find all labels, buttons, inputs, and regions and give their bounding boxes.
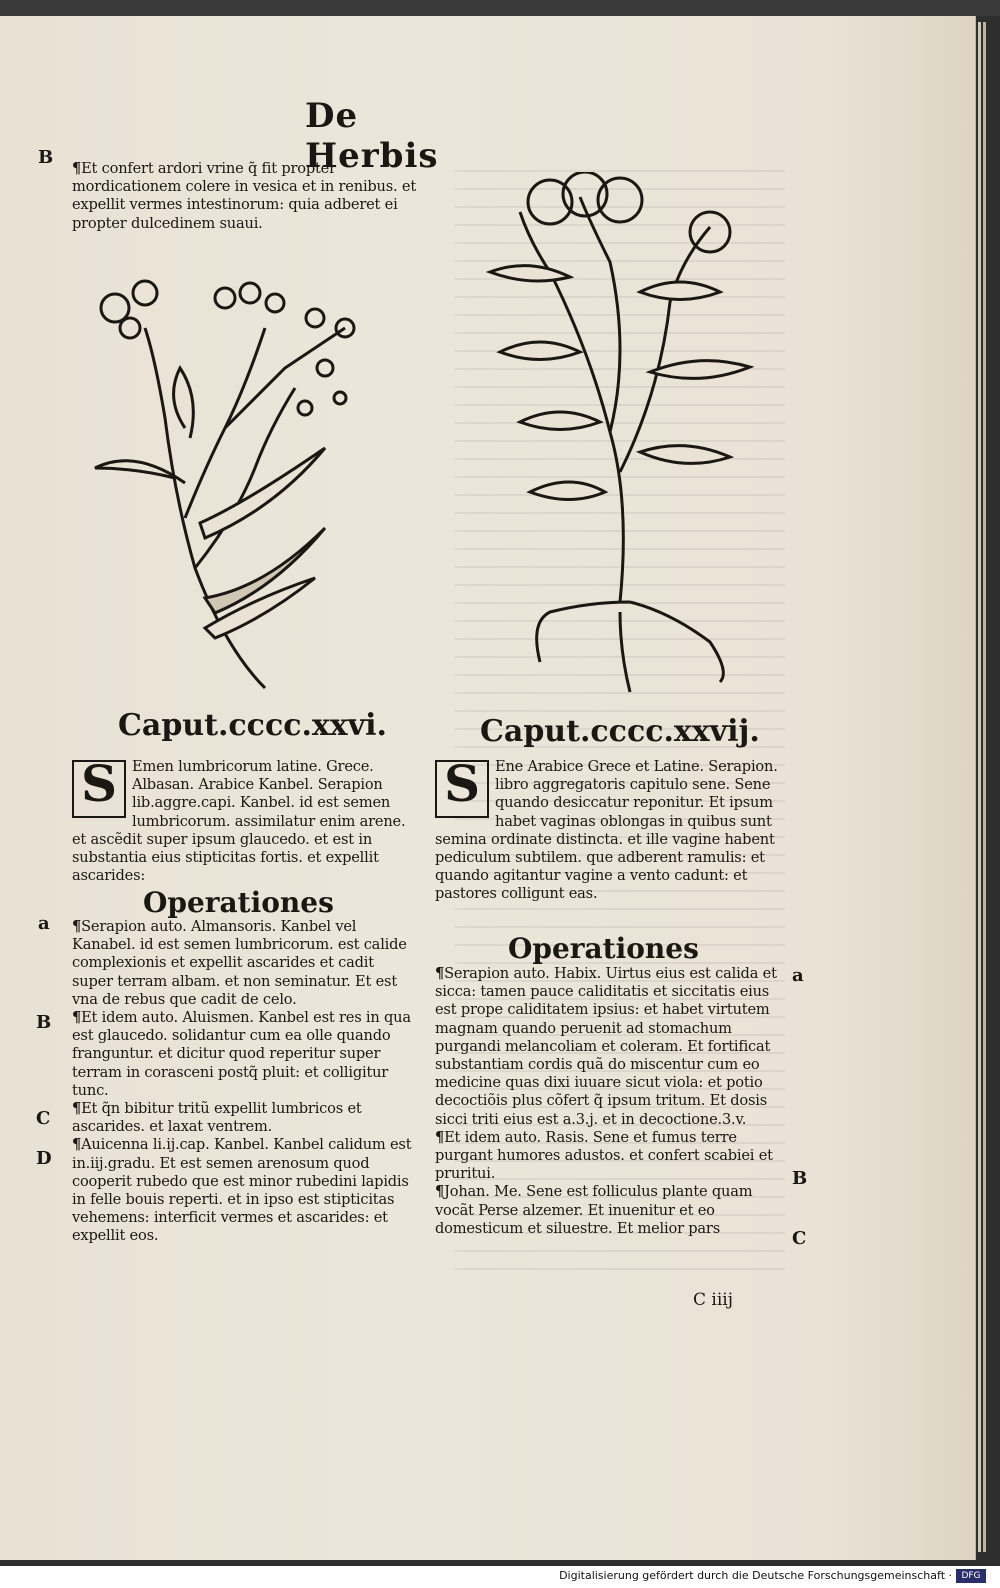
- operation-entry: ¶Auicenna li.ij.cap. Kanbel. Kanbel calidum est in.iij.gradu. Et est semen arenosum quod cooperit rubedo que est minor rubedini lapidis in felle bouis reperti. et in ipso est stipticitas vehemens: interficit vermes et ascarides: et expellit eos.: [72, 1136, 412, 1245]
- drop-cap: S: [435, 760, 489, 818]
- woodcut-plant-left: [75, 268, 375, 693]
- margin-mark: B: [38, 147, 54, 168]
- operation-entry: ¶Serapion auto. Almansoris. Kanbel vel Kanabel. id est semen lumbricorum. est calide complexionis et expellit ascarides et cadit super terram albam. et non seminatur. Et est vna de rebus que cadit de celo.: [72, 918, 407, 1008]
- intro-text: Et confert ardori vrine q̃ fit propter mordicationem colere in vesica et in renibus. et expellit vermes intestinorum: quia adberet ei propter dulcedinem suaui.: [72, 160, 417, 232]
- right-chapter-body: [435, 754, 780, 904]
- woodcut-plant-right: [470, 172, 780, 697]
- operation-entry: ¶Johan. Me. Sene est folliculus plante quam vocãt Perse alzemer. Et inuenitur et eo domesticum et siluestre. Et melior pars: [435, 1183, 753, 1237]
- dfg-logo: DFG: [956, 1569, 986, 1583]
- operation-entry: ¶Et q̃n bibitur tritũ expellit lumbricos et ascarides. et laxat ventrem.: [72, 1100, 362, 1136]
- operation-entry: ¶Serapion auto. Habix. Uirtus eius est calida et sicca: tamen pauce caliditatis et siccitatis eius est prope caliditatem ipsius: et habet virtutem magnam quando peruenit ad stomachum purgandi melancoliam et coleram. Et fortificat substantiam cordis quã do miscentur cum eo medicine quas dixi iuuare sicut viola: et potio decoctiõis plus cõfert q̃ ipsum tritum. Et dosis sicci triti eius est a.3.j. et in decoctione.3.v.: [435, 965, 777, 1128]
- margin-mark: C: [36, 1108, 51, 1129]
- signature-mark: C iiij: [693, 1290, 733, 1310]
- operation-entry: ¶Et idem auto. Rasis. Sene et fumus terre purgant humores adustos. et confert scabiei et pruritui.: [435, 1128, 773, 1183]
- right-body-text: Ene Arabice Grece et Latine. Serapion. libro aggregatoris capitulo sene. Sene quando desiccatur reponitur. Et ipsum habet vaginas oblongas in quibus sunt semina ordinate distincta. et ille vagine habent pediculum subtilem. que adberent ramulis: et quando agitantur vagine a vento cadunt: et pastores colligunt eas.: [435, 758, 778, 903]
- page-edge: [978, 22, 981, 1552]
- intro-paragraph: ¶Et confert ardori vrine q̃ fit propter mordicationem colere in vesica et in renibus. et expellit vermes intestinorum: quia adberet ei propter dulcedinem suaui.: [72, 160, 417, 232]
- margin-mark: D: [36, 1148, 52, 1169]
- left-operationes-list: [72, 918, 417, 1246]
- running-head: De Herbis: [305, 96, 439, 176]
- margin-mark: C: [792, 1228, 807, 1249]
- page-edge: [983, 22, 986, 1552]
- drop-cap: S: [72, 760, 126, 818]
- margin-mark: a: [792, 965, 804, 986]
- left-body-text: Emen lumbricorum latine. Grece. Albasan. Arabice Kanbel. Serapion lib.aggre.capi. Kanbel. id est semen lumbricorum. assimilatur enim arene. et ascẽdit super ipsum glaucedo. et est in substantia eius stipticitas fortis. et expellit ascarides:: [72, 758, 406, 885]
- chapter-heading-left: Caput.cccc.xxvi.: [118, 708, 387, 743]
- digitization-footer: [0, 1566, 1000, 1588]
- margin-mark: B: [36, 1012, 52, 1033]
- operation-entry: ¶Et idem auto. Aluismen. Kanbel est res in qua est glaucedo. solidantur cum ea olle quando franguntur. et dicitur quod reperitur super terram in corasceni postq̃ pluit: et colligitur tunc.: [72, 1009, 411, 1099]
- left-chapter-body: [72, 754, 417, 885]
- operationes-heading-right: Operationes: [508, 932, 699, 965]
- chapter-heading-right: Caput.cccc.xxvij.: [480, 714, 760, 749]
- right-operationes-list: [435, 965, 780, 1238]
- operationes-heading-left: Operationes: [143, 886, 334, 919]
- footer-text: Digitalisierung gefördert durch die Deutsche Forschungsgemeinschaft ·: [559, 1569, 952, 1582]
- scan-border: [0, 0, 1000, 16]
- margin-mark: B: [792, 1168, 808, 1189]
- margin-mark: a: [38, 913, 50, 934]
